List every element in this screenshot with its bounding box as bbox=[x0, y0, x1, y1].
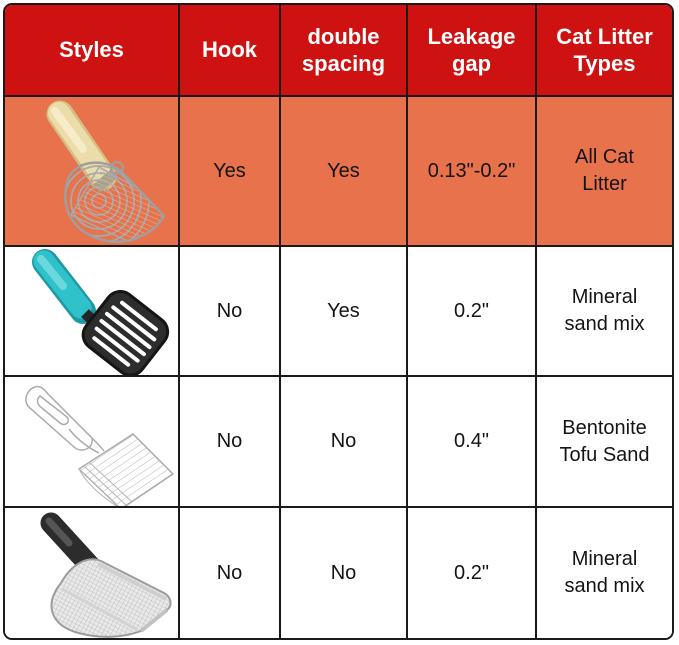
row-2-hook-value: No bbox=[180, 247, 281, 377]
row-4-hook-value: No bbox=[180, 508, 281, 638]
table-row-2-style-cell bbox=[5, 247, 180, 377]
row-3-double-spacing-value: No bbox=[281, 377, 408, 508]
teal-black-scoop-image bbox=[5, 247, 178, 375]
row-2-leakage-gap-value: 0.2" bbox=[408, 247, 537, 377]
row-3-leakage-gap-value: 0.4" bbox=[408, 377, 537, 508]
header-cell-leakage-gap: Leakage gap bbox=[408, 5, 537, 97]
row-4-litter-types-value: Mineral sand mix bbox=[537, 508, 672, 638]
row-2-double-spacing-value: Yes bbox=[281, 247, 408, 377]
row-1-litter-types-value: All Cat Litter bbox=[537, 97, 672, 247]
wood-wire-scoop-image bbox=[5, 97, 178, 245]
row-1-leakage-gap-value: 0.13"-0.2" bbox=[408, 97, 537, 247]
header-cell-double-spacing: double spacing bbox=[281, 5, 408, 97]
row-3-hook-value: No bbox=[180, 377, 281, 508]
row-2-litter-types-value: Mineral sand mix bbox=[537, 247, 672, 377]
row-3-litter-types-value: Bentonite Tofu Sand bbox=[537, 377, 672, 508]
table-row-1-style-cell bbox=[5, 97, 180, 247]
table-row-4-style-cell bbox=[5, 508, 180, 638]
header-cell-hook: Hook bbox=[180, 5, 281, 97]
table-row-3-style-cell bbox=[5, 377, 180, 508]
row-1-double-spacing-value: Yes bbox=[281, 97, 408, 247]
row-4-leakage-gap-value: 0.2" bbox=[408, 508, 537, 638]
wireframe-scoop-image bbox=[5, 377, 178, 506]
black-mesh-scoop-image bbox=[5, 509, 178, 638]
row-1-hook-value: Yes bbox=[180, 97, 281, 247]
header-cell-styles: Styles bbox=[5, 5, 180, 97]
comparison-table bbox=[3, 3, 674, 640]
header-cell-cat-litter-types: Cat Litter Types bbox=[537, 5, 672, 97]
row-4-double-spacing-value: No bbox=[281, 508, 408, 638]
